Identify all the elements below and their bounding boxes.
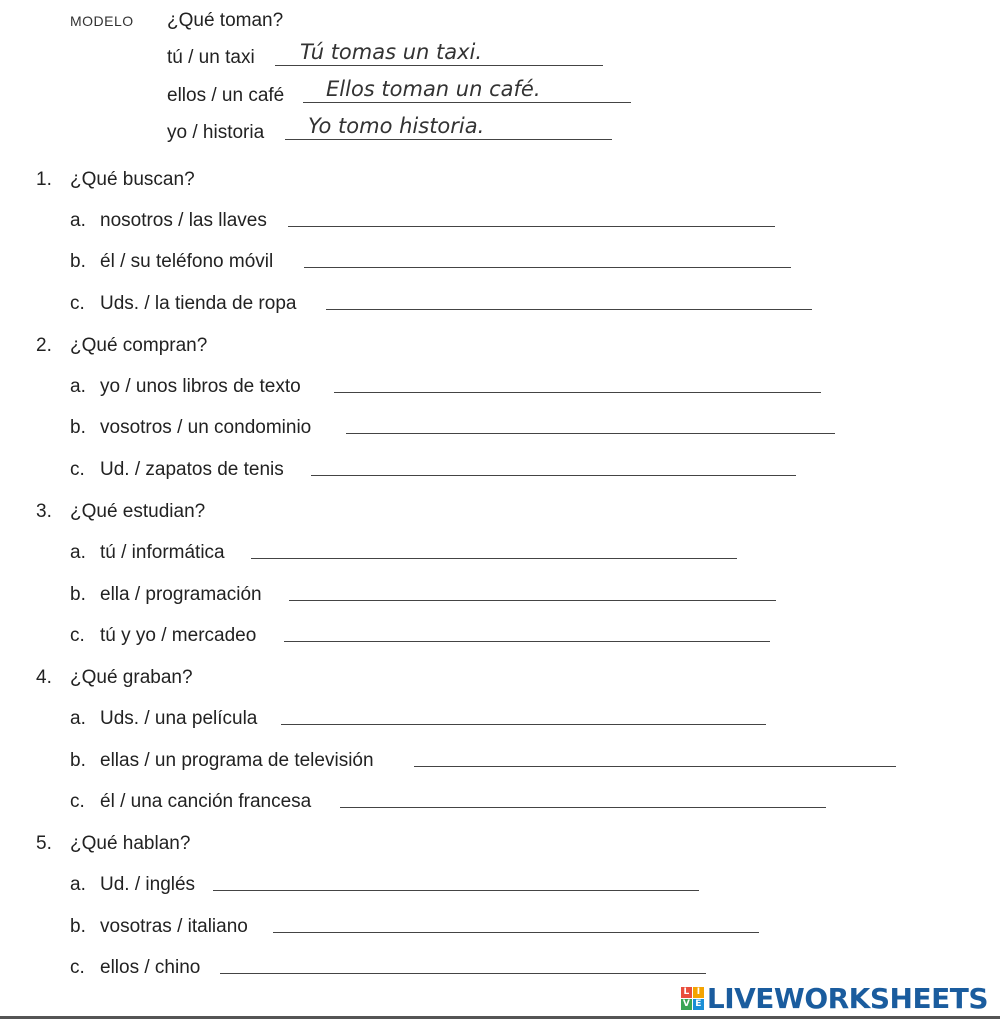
item-letter: a. — [70, 210, 86, 231]
item-letter: b. — [70, 916, 86, 937]
answer-line-5b[interactable] — [273, 932, 759, 933]
item-prompt: yo / unos libros de texto — [100, 376, 301, 397]
item-prompt: ella / programación — [100, 584, 262, 605]
logo-grid-icon — [681, 987, 704, 1010]
logo-text: LIVEWORKSHEETS — [706, 982, 988, 1015]
question-number: 1. — [36, 169, 52, 190]
item-letter: a. — [70, 376, 86, 397]
answer-line-4c[interactable] — [340, 807, 826, 808]
modelo-answer-line — [285, 139, 612, 140]
answer-line-3a[interactable] — [251, 558, 737, 559]
item-prompt: Uds. / la tienda de ropa — [100, 293, 297, 314]
answer-line-3b[interactable] — [289, 600, 776, 601]
question-text: ¿Qué estudian? — [70, 501, 206, 522]
question-number: 2. — [36, 335, 52, 356]
item-letter: a. — [70, 874, 86, 895]
logo-letter: V — [681, 999, 692, 1010]
item-prompt: Ud. / zapatos de tenis — [100, 459, 284, 480]
item-letter: b. — [70, 417, 86, 438]
logo-letter: L — [681, 987, 692, 998]
logo-letter: I — [693, 987, 704, 998]
item-prompt: ellas / un programa de televisión — [100, 750, 374, 771]
item-prompt: él / una canción francesa — [100, 791, 312, 812]
modelo-example-answer: Ellos toman un café. — [326, 77, 541, 101]
question-number: 5. — [36, 833, 52, 854]
modelo-example-prompt: yo / historia — [167, 122, 265, 143]
answer-line-1a[interactable] — [288, 226, 775, 227]
answer-line-4b[interactable] — [414, 766, 896, 767]
answer-line-5c[interactable] — [220, 973, 706, 974]
modelo-label: MODELO — [70, 13, 134, 29]
answer-line-5a[interactable] — [213, 890, 699, 891]
question-text: ¿Qué compran? — [70, 335, 208, 356]
item-letter: c. — [70, 625, 85, 646]
item-letter: a. — [70, 708, 86, 729]
question-number: 4. — [36, 667, 52, 688]
modelo-answer-line — [303, 102, 631, 103]
item-prompt: tú / informática — [100, 542, 225, 563]
item-prompt: Ud. / inglés — [100, 874, 196, 895]
item-prompt: nosotros / las llaves — [100, 210, 267, 231]
item-prompt: tú y yo / mercadeo — [100, 625, 257, 646]
modelo-example-answer: Tú tomas un taxi. — [300, 40, 483, 64]
item-letter: c. — [70, 459, 85, 480]
question-text: ¿Qué hablan? — [70, 833, 191, 854]
modelo-example-prompt: ellos / un café — [167, 85, 285, 106]
question-text: ¿Qué graban? — [70, 667, 193, 688]
item-letter: b. — [70, 584, 86, 605]
item-letter: c. — [70, 957, 85, 978]
item-letter: b. — [70, 251, 86, 272]
footer-divider — [0, 1016, 1000, 1019]
item-prompt: vosotros / un condominio — [100, 417, 312, 438]
answer-line-1c[interactable] — [326, 309, 812, 310]
item-prompt: Uds. / una película — [100, 708, 258, 729]
item-letter: c. — [70, 293, 85, 314]
answer-line-3c[interactable] — [284, 641, 770, 642]
answer-line-2b[interactable] — [346, 433, 835, 434]
modelo-answer-line — [275, 65, 603, 66]
item-letter: a. — [70, 542, 86, 563]
question-number: 3. — [36, 501, 52, 522]
item-prompt: ellos / chino — [100, 957, 201, 978]
item-letter: c. — [70, 791, 85, 812]
modelo-example-answer: Yo tomo historia. — [308, 114, 485, 138]
modelo-question: ¿Qué toman? — [167, 10, 284, 31]
answer-line-4a[interactable] — [281, 724, 766, 725]
question-text: ¿Qué buscan? — [70, 169, 195, 190]
item-letter: b. — [70, 750, 86, 771]
modelo-example-prompt: tú / un taxi — [167, 47, 255, 68]
item-prompt: vosotras / italiano — [100, 916, 248, 937]
item-prompt: él / su teléfono móvil — [100, 251, 274, 272]
answer-line-1b[interactable] — [304, 267, 791, 268]
liveworksheets-logo — [681, 982, 988, 1015]
logo-letter: E — [693, 999, 704, 1010]
answer-line-2a[interactable] — [334, 392, 821, 393]
answer-line-2c[interactable] — [311, 475, 796, 476]
